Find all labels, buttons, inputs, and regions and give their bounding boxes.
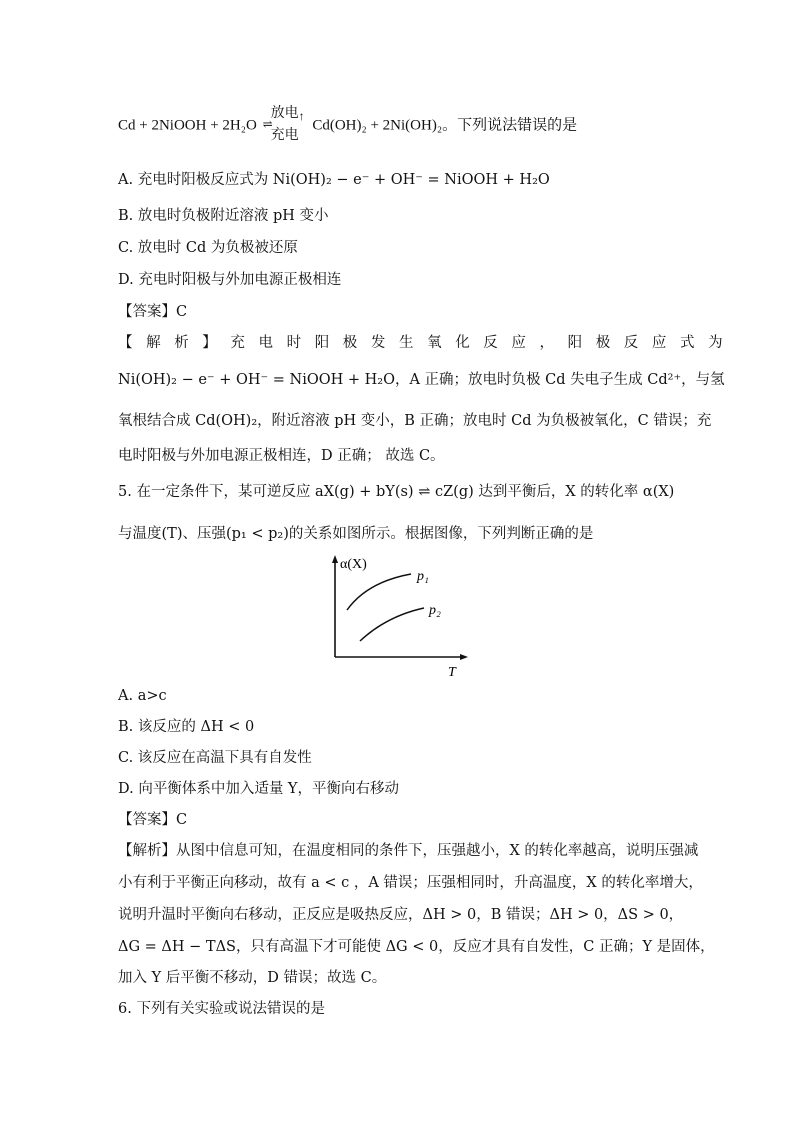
reaction-question: 。下列说法错误的是	[442, 117, 578, 134]
q4-option-b: B. 放电时负极附近溶液 pH 变小	[118, 208, 329, 224]
q5-answer: 【答案】C	[118, 812, 188, 828]
q5-option-b: B. 该反应的 ΔH < 0	[118, 719, 255, 735]
q5-option-d: D. 向平衡体系中加入适量 Y，平衡向右移动	[118, 781, 400, 797]
q4-analysis-1: 【解析】充电时阳极发生氧化反应，阳极反应式为	[118, 335, 737, 351]
q5-stem-2: 与温度(T)、压强(p₁ < p₂)的关系如图所示。根据图像，下列判断正确的是	[118, 526, 594, 542]
q4-analysis-3: 氧根结合成 Cd(OH)₂，附近溶液 pH 变小，B 正确；放电时 Cd 为负极被氧化，C 错误；充	[118, 413, 712, 429]
y-axis-arrow	[332, 555, 338, 563]
y-axis-label: α(X)	[340, 557, 367, 572]
q5-stem-1: 5. 在一定条件下，某可逆反应 aX(g) + bY(s) ⇌ cZ(g) 达到平衡后，X 的转化率 α(X)	[118, 484, 675, 500]
q5-analysis-4: ΔG = ΔH − TΔS，只有高温下才可能使 ΔG < 0，反应才具有自发性，C 正确；Y 是固体，	[118, 939, 715, 955]
q5-analysis-2: 小有利于平衡正向移动，故有 a < c ，A 错误；压强相同时，升高温度，X 的转化率增大，	[118, 875, 703, 891]
q6-stem: 6. 下列有关实验或说法错误的是	[118, 1001, 325, 1017]
x-axis-label: T	[448, 665, 456, 680]
x-axis-arrow	[460, 654, 468, 660]
series-line-p1	[347, 574, 411, 610]
q5-analysis-3: 说明升温时平衡向右移动，正反应是吸热反应，ΔH > 0，B 错误；ΔH > 0，ΔS > 0，	[118, 907, 684, 923]
series-line-p2	[360, 608, 424, 641]
charge-label: 充电	[270, 128, 299, 143]
reaction-rhs: Cd(OH)₂ + 2Ni(OH)₂	[312, 117, 443, 134]
series-label-p2: p₂	[429, 603, 441, 618]
q5-analysis-1: 【解析】从图中信息可知，在温度相同的条件下，压强越小，X 的转化率越高，说明压强减	[118, 843, 699, 859]
conversion-chart	[325, 552, 475, 682]
q4-analysis-2: Ni(OH)₂ − e⁻ + OH⁻ = NiOOH + H₂O，A 正确；放电时负极 Cd 失电子生成 Cd²⁺，与氢	[118, 372, 725, 388]
q4-analysis-4: 电时阳极与外加电源正极相连，D 正确； 故选 C。	[118, 448, 445, 464]
q4-option-a: A. 充电时阳极反应式为 Ni(OH)₂ − e⁻ + OH⁻ = NiOOH + H₂O	[118, 172, 550, 188]
q4-option-c: C. 放电时 Cd 为负极被还原	[118, 240, 298, 256]
discharge-label: 放电	[270, 106, 299, 121]
q5-analysis-5: 加入 Y 后平衡不移动，D 错误；故选 C。	[118, 970, 387, 986]
reversible-arrow: ⇌ 放电 充电 ↑	[263, 106, 307, 146]
reaction-lhs: Cd + 2NiOOH + 2H₂O	[118, 117, 257, 134]
series-label-p1: p₁	[417, 569, 429, 584]
q5-option-c: C. 该反应在高温下具有自发性	[118, 750, 312, 766]
q4-answer: 【答案】C	[118, 304, 188, 320]
q4-option-d: D. 充电时阳极与外加电源正极相连	[118, 272, 342, 288]
reaction-equation	[118, 106, 577, 146]
q5-option-a: A. a>c	[118, 688, 167, 704]
